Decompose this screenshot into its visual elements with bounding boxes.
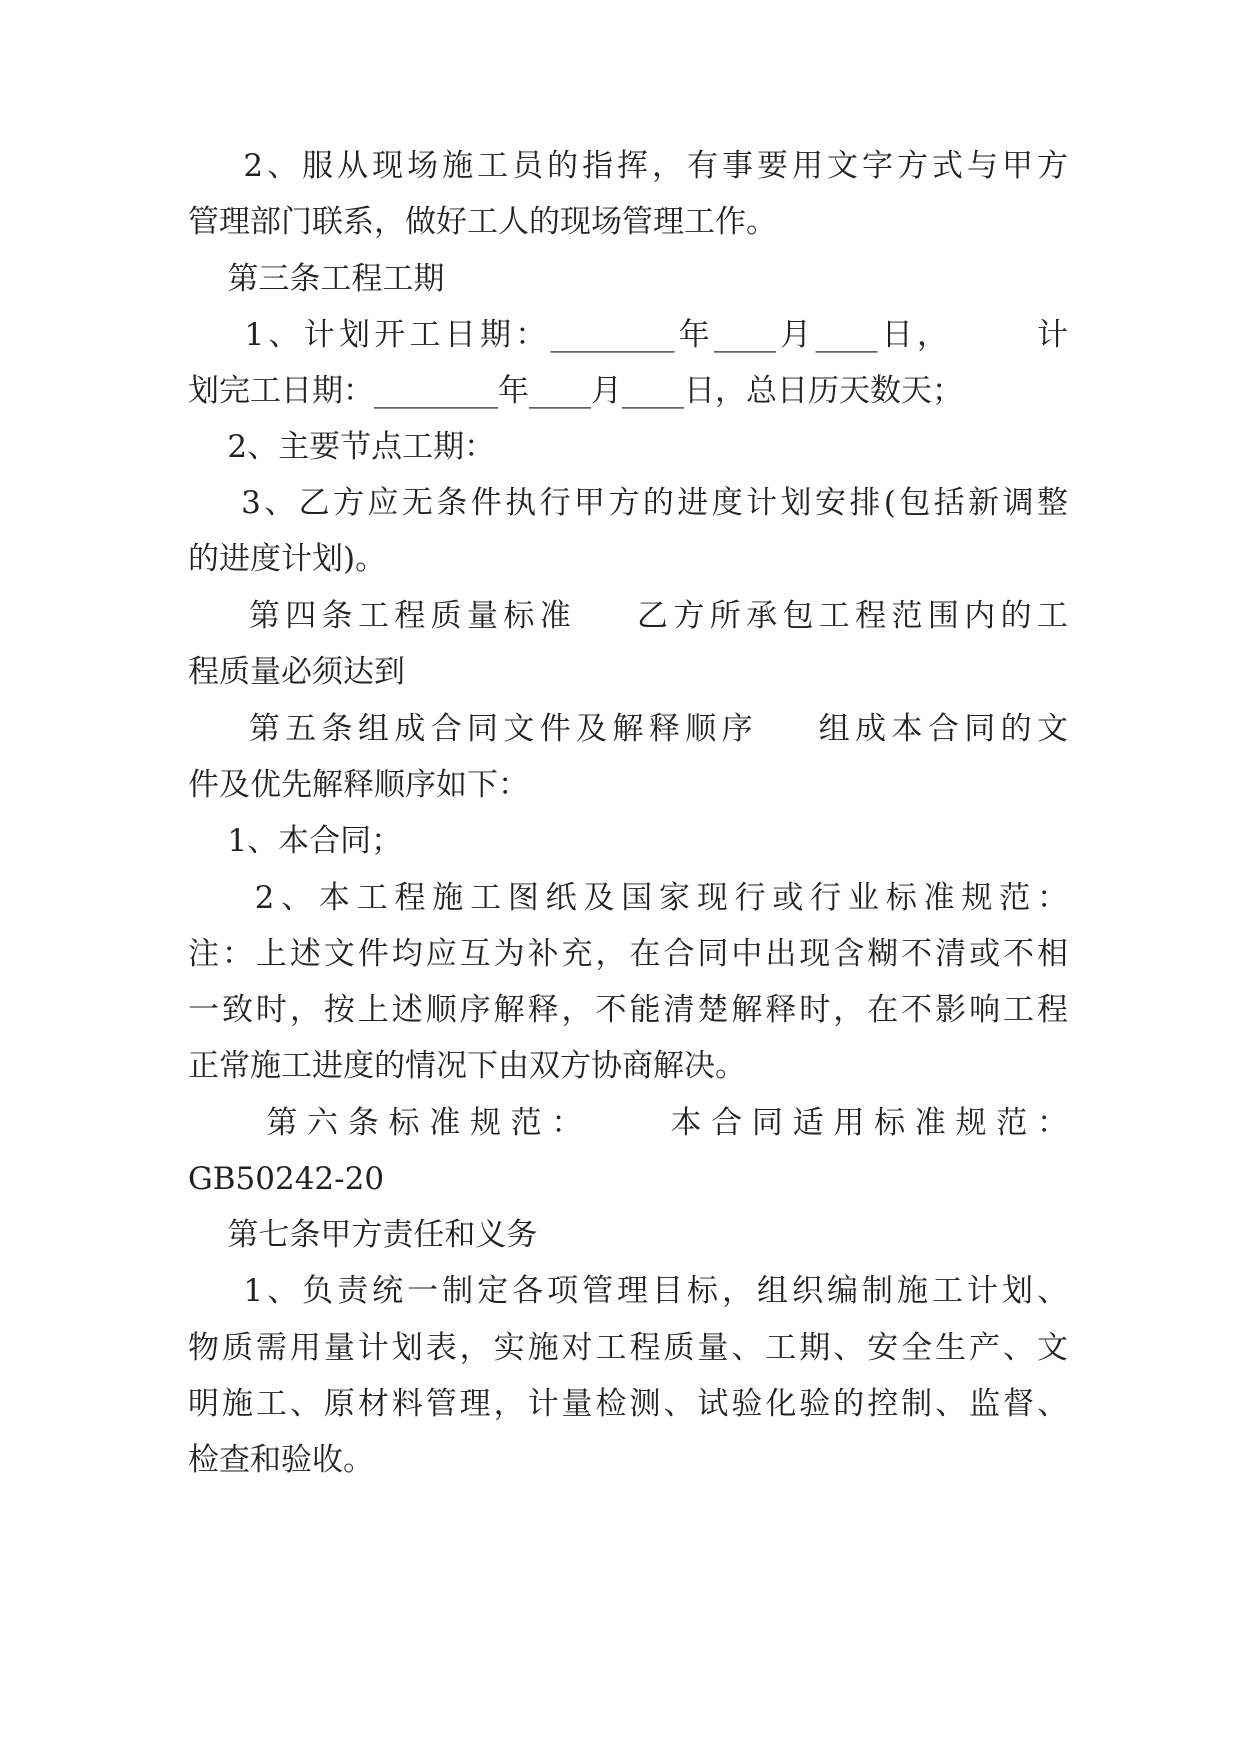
text-line: 1、计划开工日期：________年____月____日， 计 bbox=[188, 317, 1068, 353]
text-line: 正常施工进度的情况下由双方协商解决。 bbox=[188, 1048, 746, 1084]
text-line: 物质需用量计划表，实施对工程质量、工期、安全生产、文 bbox=[188, 1330, 1068, 1366]
text-line: 划完工日期：________年____月____日，总日历天数天； bbox=[188, 373, 963, 409]
section-heading: 第七条甲方责任和义务 bbox=[188, 1217, 538, 1253]
text-line: 3、乙方应无条件执行甲方的进度计划安排(包括新调整 bbox=[188, 485, 1068, 521]
section-heading: 第四条工程质量标准 乙方所承包工程范围内的工 bbox=[188, 598, 1068, 634]
text-line: 2、服从现场施工员的指挥，有事要用文字方式与甲方 bbox=[188, 148, 1068, 184]
text-line: 管理部门联系，做好工人的现场管理工作。 bbox=[188, 204, 777, 240]
text-line: 明施工、原材料管理，计量检测、试验化验的控制、监督、 bbox=[188, 1386, 1068, 1422]
text-line: 件及优先解释顺序如下： bbox=[188, 767, 529, 803]
text-line: 的进度计划)。 bbox=[188, 541, 387, 577]
text-line: 1、本合同； bbox=[188, 823, 403, 859]
text-line: 检查和验收。 bbox=[188, 1442, 374, 1478]
text-line: GB50242-20 bbox=[188, 1161, 385, 1197]
section-heading: 第五条组成合同文件及解释顺序 组成本合同的文 bbox=[188, 711, 1068, 747]
text-line: 1、负责统一制定各项管理目标，组织编制施工计划、 bbox=[188, 1273, 1068, 1309]
section-heading: 第六条标准规范： 本合同适用标准规范： bbox=[188, 1105, 1068, 1141]
text-line: 一致时，按上述顺序解释，不能清楚解释时，在不影响工程 bbox=[188, 992, 1068, 1028]
text-line: 程质量必须达到 bbox=[188, 654, 405, 690]
section-heading: 第三条工程工期 bbox=[188, 261, 445, 297]
text-line: 注：上述文件均应互为补充，在合同中出现含糊不清或不相 bbox=[188, 936, 1068, 972]
text-line: 2、主要节点工期： bbox=[188, 429, 496, 465]
text-line: 2、本工程施工图纸及国家现行或行业标准规范： bbox=[188, 880, 1068, 916]
